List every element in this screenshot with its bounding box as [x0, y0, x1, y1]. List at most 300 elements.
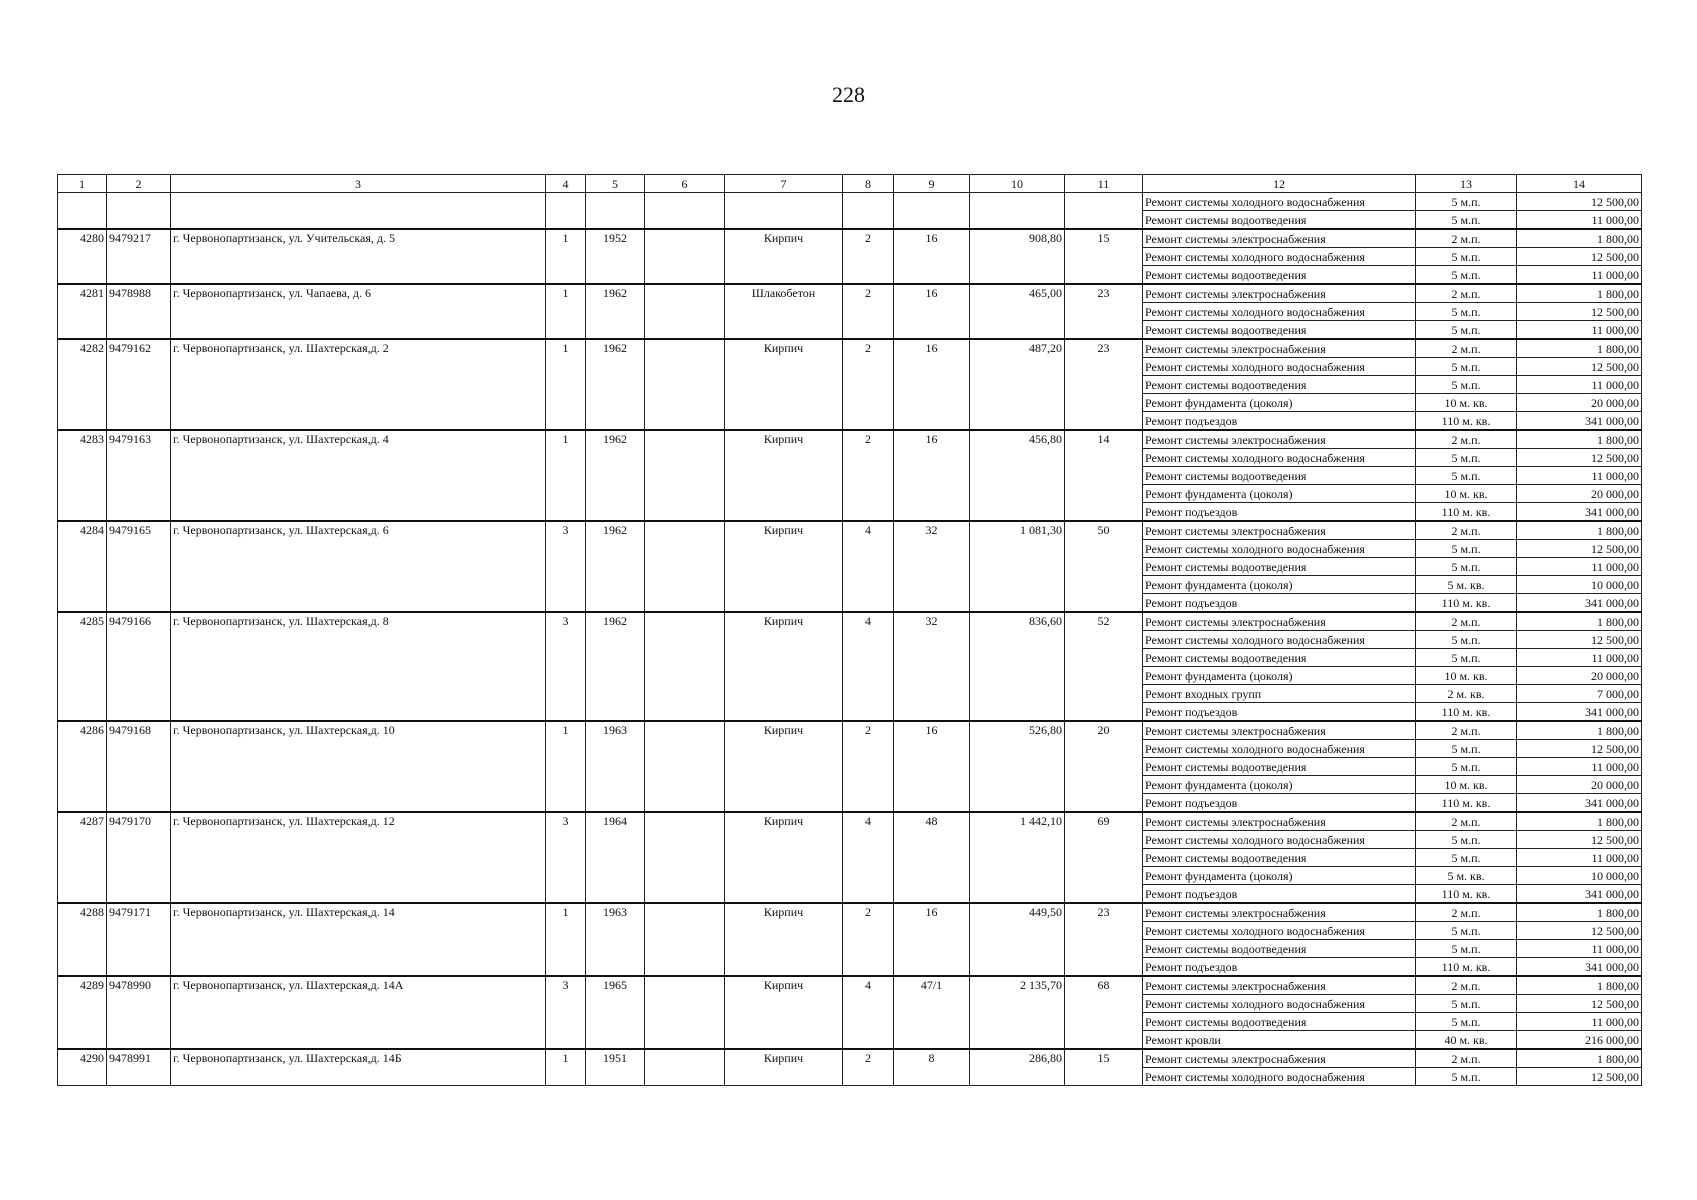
address-cell: г. Червонопартизанск, ул. Шахтерская,д. 8 — [171, 612, 546, 721]
work-name-cell: Ремонт системы электроснабжения — [1143, 339, 1416, 358]
table-row — [58, 976, 1642, 995]
area-cell: 526,80 — [970, 721, 1065, 812]
work-unit-cell: 5 м.п. — [1416, 540, 1517, 558]
empty-cell — [645, 193, 725, 230]
col6-cell — [645, 976, 725, 1049]
work-cost-cell: 7 000,00 — [1517, 685, 1642, 703]
empty-cell — [1065, 193, 1143, 230]
address-cell: г. Червонопартизанск, ул. Шахтерская,д. 14А — [171, 976, 546, 1049]
work-unit-cell: 10 м. кв. — [1416, 485, 1517, 503]
work-name-cell: Ремонт системы холодного водоснабжения — [1143, 995, 1416, 1013]
work-cost-cell: 11 000,00 — [1517, 467, 1642, 485]
work-cost-cell: 12 500,00 — [1517, 1068, 1642, 1086]
col6-cell — [645, 903, 725, 976]
address-cell: г. Червонопартизанск, ул. Шахтерская,д. 6 — [171, 521, 546, 612]
area-cell: 487,20 — [970, 339, 1065, 430]
work-cost-cell: 12 500,00 — [1517, 540, 1642, 558]
work-cost-cell: 1 800,00 — [1517, 229, 1642, 248]
work-unit-cell: 110 м. кв. — [1416, 503, 1517, 522]
work-cost-cell: 11 000,00 — [1517, 266, 1642, 285]
work-unit-cell: 110 м. кв. — [1416, 885, 1517, 904]
work-cost-cell: 12 500,00 — [1517, 449, 1642, 467]
wall-material-cell: Кирпич — [725, 430, 843, 521]
col9-cell: 16 — [894, 721, 970, 812]
record-number-cell: 4282 — [58, 339, 107, 430]
col9-cell: 47/1 — [894, 976, 970, 1049]
work-cost-cell: 11 000,00 — [1517, 321, 1642, 340]
wall-material-cell: Кирпич — [725, 521, 843, 612]
work-name-cell: Ремонт подъездов — [1143, 703, 1416, 722]
col8-cell: 2 — [843, 1049, 894, 1086]
work-cost-cell: 11 000,00 — [1517, 211, 1642, 230]
work-name-cell: Ремонт системы водоотведения — [1143, 758, 1416, 776]
wall-material-cell: Кирпич — [725, 812, 843, 903]
record-number-cell: 4290 — [58, 1049, 107, 1086]
col4-cell: 3 — [546, 612, 586, 721]
col4-cell: 1 — [546, 229, 586, 284]
wall-material-cell: Кирпич — [725, 903, 843, 976]
year-built-cell: 1962 — [586, 339, 645, 430]
work-cost-cell: 11 000,00 — [1517, 1013, 1642, 1031]
building-code-cell: 9479171 — [107, 903, 171, 976]
work-name-cell: Ремонт системы электроснабжения — [1143, 284, 1416, 303]
record-number-cell: 4284 — [58, 521, 107, 612]
address-cell: г. Червонопартизанск, ул. Учительская, д. 5 — [171, 229, 546, 284]
work-name-cell: Ремонт фундамента (цоколя) — [1143, 776, 1416, 794]
col11-cell: 52 — [1065, 612, 1143, 721]
col4-cell: 1 — [546, 430, 586, 521]
col6-cell — [645, 521, 725, 612]
column-number: 3 — [171, 175, 546, 193]
col11-cell: 23 — [1065, 339, 1143, 430]
address-cell: г. Червонопартизанск, ул. Чапаева, д. 6 — [171, 284, 546, 339]
work-name-cell: Ремонт системы водоотведения — [1143, 649, 1416, 667]
work-cost-cell: 11 000,00 — [1517, 758, 1642, 776]
work-unit-cell: 5 м.п. — [1416, 358, 1517, 376]
building-code-cell: 9479217 — [107, 229, 171, 284]
address-cell: г. Червонопартизанск, ул. Шахтерская,д. 4 — [171, 430, 546, 521]
work-cost-cell: 12 500,00 — [1517, 995, 1642, 1013]
work-unit-cell: 2 м.п. — [1416, 976, 1517, 995]
col9-cell: 16 — [894, 229, 970, 284]
work-cost-cell: 341 000,00 — [1517, 412, 1642, 431]
col4-cell: 3 — [546, 521, 586, 612]
work-cost-cell: 20 000,00 — [1517, 485, 1642, 503]
work-name-cell: Ремонт системы электроснабжения — [1143, 521, 1416, 540]
column-number: 11 — [1065, 175, 1143, 193]
address-cell: г. Червонопартизанск, ул. Шахтерская,д. 10 — [171, 721, 546, 812]
record-number-cell: 4285 — [58, 612, 107, 721]
col6-cell — [645, 812, 725, 903]
building-code-cell: 9478990 — [107, 976, 171, 1049]
work-name-cell: Ремонт системы электроснабжения — [1143, 229, 1416, 248]
col8-cell: 2 — [843, 721, 894, 812]
year-built-cell: 1962 — [586, 612, 645, 721]
work-cost-cell: 12 500,00 — [1517, 831, 1642, 849]
work-cost-cell: 341 000,00 — [1517, 885, 1642, 904]
work-unit-cell: 10 м. кв. — [1416, 667, 1517, 685]
work-cost-cell: 12 500,00 — [1517, 303, 1642, 321]
year-built-cell: 1962 — [586, 430, 645, 521]
work-cost-cell: 10 000,00 — [1517, 867, 1642, 885]
work-unit-cell: 5 м.п. — [1416, 266, 1517, 285]
col6-cell — [645, 284, 725, 339]
area-cell: 465,00 — [970, 284, 1065, 339]
work-name-cell: Ремонт подъездов — [1143, 503, 1416, 522]
column-number: 6 — [645, 175, 725, 193]
col11-cell: 23 — [1065, 903, 1143, 976]
table-row — [58, 339, 1642, 358]
col11-cell: 50 — [1065, 521, 1143, 612]
column-number: 2 — [107, 175, 171, 193]
table-row — [58, 612, 1642, 631]
address-cell: г. Червонопартизанск, ул. Шахтерская,д. 14Б — [171, 1049, 546, 1086]
work-cost-cell: 1 800,00 — [1517, 284, 1642, 303]
work-cost-cell: 11 000,00 — [1517, 849, 1642, 867]
column-number: 10 — [970, 175, 1065, 193]
col6-cell — [645, 1049, 725, 1086]
work-unit-cell: 5 м.п. — [1416, 467, 1517, 485]
empty-cell — [546, 193, 586, 230]
work-name-cell: Ремонт системы электроснабжения — [1143, 721, 1416, 740]
work-name-cell: Ремонт системы водоотведения — [1143, 1013, 1416, 1031]
work-cost-cell: 12 500,00 — [1517, 922, 1642, 940]
wall-material-cell: Кирпич — [725, 339, 843, 430]
work-unit-cell: 2 м.п. — [1416, 721, 1517, 740]
work-name-cell: Ремонт системы холодного водоснабжения — [1143, 1068, 1416, 1086]
work-unit-cell: 40 м. кв. — [1416, 1031, 1517, 1050]
work-cost-cell: 11 000,00 — [1517, 649, 1642, 667]
col9-cell: 16 — [894, 430, 970, 521]
page-number: 228 — [832, 82, 865, 107]
work-unit-cell: 10 м. кв. — [1416, 394, 1517, 412]
work-cost-cell: 1 800,00 — [1517, 1049, 1642, 1068]
work-unit-cell: 110 м. кв. — [1416, 594, 1517, 613]
work-unit-cell: 5 м.п. — [1416, 922, 1517, 940]
work-cost-cell: 1 800,00 — [1517, 976, 1642, 995]
col11-cell: 23 — [1065, 284, 1143, 339]
work-name-cell: Ремонт системы водоотведения — [1143, 266, 1416, 285]
work-cost-cell: 20 000,00 — [1517, 776, 1642, 794]
work-name-cell: Ремонт системы электроснабжения — [1143, 430, 1416, 449]
work-cost-cell: 12 500,00 — [1517, 631, 1642, 649]
table-row — [58, 721, 1642, 740]
col4-cell: 3 — [546, 976, 586, 1049]
work-cost-cell: 1 800,00 — [1517, 903, 1642, 922]
work-unit-cell: 2 м.п. — [1416, 521, 1517, 540]
work-name-cell: Ремонт фундамента (цоколя) — [1143, 576, 1416, 594]
work-name-cell: Ремонт системы электроснабжения — [1143, 812, 1416, 831]
column-number: 9 — [894, 175, 970, 193]
col11-cell: 15 — [1065, 1049, 1143, 1086]
building-code-cell: 9479165 — [107, 521, 171, 612]
col9-cell: 16 — [894, 284, 970, 339]
empty-cell — [58, 193, 107, 230]
work-unit-cell: 110 м. кв. — [1416, 794, 1517, 813]
col9-cell: 32 — [894, 521, 970, 612]
work-name-cell: Ремонт системы холодного водоснабжения — [1143, 831, 1416, 849]
work-name-cell: Ремонт системы водоотведения — [1143, 558, 1416, 576]
table-row — [58, 903, 1642, 922]
col8-cell: 2 — [843, 284, 894, 339]
year-built-cell: 1964 — [586, 812, 645, 903]
col6-cell — [645, 612, 725, 721]
area-cell: 1 081,30 — [970, 521, 1065, 612]
work-name-cell: Ремонт системы холодного водоснабжения — [1143, 540, 1416, 558]
address-cell: г. Червонопартизанск, ул. Шахтерская,д. 12 — [171, 812, 546, 903]
building-code-cell: 9479166 — [107, 612, 171, 721]
work-name-cell: Ремонт фундамента (цоколя) — [1143, 485, 1416, 503]
building-code-cell: 9479162 — [107, 339, 171, 430]
wall-material-cell: Кирпич — [725, 721, 843, 812]
work-unit-cell: 5 м.п. — [1416, 193, 1517, 211]
col9-cell: 16 — [894, 903, 970, 976]
empty-cell — [586, 193, 645, 230]
work-name-cell: Ремонт системы водоотведения — [1143, 940, 1416, 958]
work-name-cell: Ремонт кровли — [1143, 1031, 1416, 1050]
col4-cell: 1 — [546, 903, 586, 976]
work-unit-cell: 110 м. кв. — [1416, 703, 1517, 722]
work-unit-cell: 2 м.п. — [1416, 430, 1517, 449]
record-number-cell: 4287 — [58, 812, 107, 903]
work-cost-cell: 20 000,00 — [1517, 667, 1642, 685]
work-cost-cell: 12 500,00 — [1517, 740, 1642, 758]
table-row — [58, 430, 1642, 449]
work-unit-cell: 5 м.п. — [1416, 849, 1517, 867]
col8-cell: 2 — [843, 430, 894, 521]
col9-cell: 32 — [894, 612, 970, 721]
work-name-cell: Ремонт системы холодного водоснабжения — [1143, 358, 1416, 376]
col6-cell — [645, 229, 725, 284]
work-name-cell: Ремонт подъездов — [1143, 885, 1416, 904]
col4-cell: 1 — [546, 284, 586, 339]
work-unit-cell: 2 м.п. — [1416, 229, 1517, 248]
col8-cell: 4 — [843, 812, 894, 903]
record-number-cell: 4288 — [58, 903, 107, 976]
work-unit-cell: 5 м.п. — [1416, 631, 1517, 649]
work-unit-cell: 5 м. кв. — [1416, 576, 1517, 594]
work-unit-cell: 2 м.п. — [1416, 1049, 1517, 1068]
col6-cell — [645, 430, 725, 521]
column-number: 12 — [1143, 175, 1416, 193]
work-name-cell: Ремонт системы водоотведения — [1143, 376, 1416, 394]
record-number-cell: 4280 — [58, 229, 107, 284]
wall-material-cell: Кирпич — [725, 612, 843, 721]
work-name-cell: Ремонт подъездов — [1143, 958, 1416, 977]
work-name-cell: Ремонт системы холодного водоснабжения — [1143, 248, 1416, 266]
table-row — [58, 521, 1642, 540]
work-name-cell: Ремонт системы водоотведения — [1143, 467, 1416, 485]
col4-cell: 1 — [546, 339, 586, 430]
table-row — [58, 812, 1642, 831]
year-built-cell: 1963 — [586, 721, 645, 812]
work-name-cell: Ремонт фундамента (цоколя) — [1143, 667, 1416, 685]
work-unit-cell: 5 м.п. — [1416, 376, 1517, 394]
col11-cell: 15 — [1065, 229, 1143, 284]
column-number: 13 — [1416, 175, 1517, 193]
work-unit-cell: 2 м.п. — [1416, 284, 1517, 303]
work-unit-cell: 2 м.п. — [1416, 812, 1517, 831]
empty-cell — [843, 193, 894, 230]
empty-cell — [970, 193, 1065, 230]
work-unit-cell: 5 м.п. — [1416, 995, 1517, 1013]
work-name-cell: Ремонт фундамента (цоколя) — [1143, 867, 1416, 885]
area-cell: 1 442,10 — [970, 812, 1065, 903]
work-name-cell: Ремонт системы электроснабжения — [1143, 976, 1416, 995]
col8-cell: 2 — [843, 339, 894, 430]
area-cell: 908,80 — [970, 229, 1065, 284]
work-name-cell: Ремонт фундамента (цоколя) — [1143, 394, 1416, 412]
col4-cell: 1 — [546, 721, 586, 812]
work-name-cell: Ремонт системы электроснабжения — [1143, 612, 1416, 631]
work-unit-cell: 5 м.п. — [1416, 740, 1517, 758]
work-cost-cell: 341 000,00 — [1517, 958, 1642, 977]
area-cell: 449,50 — [970, 903, 1065, 976]
work-unit-cell: 5 м.п. — [1416, 558, 1517, 576]
work-name-cell: Ремонт системы водоотведения — [1143, 211, 1416, 230]
area-cell: 2 135,70 — [970, 976, 1065, 1049]
table-row — [58, 284, 1642, 303]
col6-cell — [645, 339, 725, 430]
work-name-cell: Ремонт подъездов — [1143, 594, 1416, 613]
work-unit-cell: 5 м.п. — [1416, 321, 1517, 340]
wall-material-cell: Кирпич — [725, 976, 843, 1049]
work-unit-cell: 5 м.п. — [1416, 649, 1517, 667]
work-cost-cell: 216 000,00 — [1517, 1031, 1642, 1050]
work-unit-cell: 5 м.п. — [1416, 449, 1517, 467]
building-code-cell: 9479163 — [107, 430, 171, 521]
record-number-cell: 4283 — [58, 430, 107, 521]
work-name-cell: Ремонт системы водоотведения — [1143, 321, 1416, 340]
work-cost-cell: 1 800,00 — [1517, 521, 1642, 540]
work-unit-cell: 2 м.п. — [1416, 339, 1517, 358]
empty-cell — [171, 193, 546, 230]
year-built-cell: 1952 — [586, 229, 645, 284]
work-name-cell: Ремонт системы холодного водоснабжения — [1143, 449, 1416, 467]
area-cell: 836,60 — [970, 612, 1065, 721]
column-number: 1 — [58, 175, 107, 193]
work-cost-cell: 11 000,00 — [1517, 940, 1642, 958]
col9-cell: 8 — [894, 1049, 970, 1086]
col9-cell: 48 — [894, 812, 970, 903]
table-row — [58, 193, 1642, 211]
column-number: 5 — [586, 175, 645, 193]
work-name-cell: Ремонт системы холодного водоснабжения — [1143, 193, 1416, 211]
work-cost-cell: 20 000,00 — [1517, 394, 1642, 412]
work-cost-cell: 11 000,00 — [1517, 558, 1642, 576]
table-row — [58, 1049, 1642, 1068]
record-number-cell: 4286 — [58, 721, 107, 812]
col8-cell: 2 — [843, 903, 894, 976]
work-name-cell: Ремонт системы электроснабжения — [1143, 1049, 1416, 1068]
work-unit-cell: 5 м.п. — [1416, 211, 1517, 230]
work-name-cell: Ремонт подъездов — [1143, 412, 1416, 431]
wall-material-cell: Шлакобетон — [725, 284, 843, 339]
empty-cell — [725, 193, 843, 230]
building-code-cell: 9479170 — [107, 812, 171, 903]
address-cell: г. Червонопартизанск, ул. Шахтерская,д. 14 — [171, 903, 546, 976]
work-unit-cell: 5 м.п. — [1416, 1013, 1517, 1031]
table-row — [58, 229, 1642, 248]
col4-cell: 3 — [546, 812, 586, 903]
year-built-cell: 1965 — [586, 976, 645, 1049]
column-number: 14 — [1517, 175, 1642, 193]
work-cost-cell: 341 000,00 — [1517, 703, 1642, 722]
work-cost-cell: 1 800,00 — [1517, 612, 1642, 631]
col11-cell: 20 — [1065, 721, 1143, 812]
work-cost-cell: 10 000,00 — [1517, 576, 1642, 594]
housing-repair-table — [57, 174, 1642, 1086]
work-unit-cell: 2 м. кв. — [1416, 685, 1517, 703]
column-number: 4 — [546, 175, 586, 193]
year-built-cell: 1951 — [586, 1049, 645, 1086]
col11-cell: 69 — [1065, 812, 1143, 903]
col8-cell: 4 — [843, 612, 894, 721]
work-name-cell: Ремонт системы водоотведения — [1143, 849, 1416, 867]
work-cost-cell: 12 500,00 — [1517, 248, 1642, 266]
work-cost-cell: 341 000,00 — [1517, 594, 1642, 613]
record-number-cell: 4289 — [58, 976, 107, 1049]
area-cell: 456,80 — [970, 430, 1065, 521]
work-unit-cell: 5 м.п. — [1416, 1068, 1517, 1086]
work-unit-cell: 5 м. кв. — [1416, 867, 1517, 885]
work-name-cell: Ремонт системы холодного водоснабжения — [1143, 922, 1416, 940]
col8-cell: 4 — [843, 521, 894, 612]
work-cost-cell: 1 800,00 — [1517, 339, 1642, 358]
work-unit-cell: 2 м.п. — [1416, 612, 1517, 631]
work-cost-cell: 11 000,00 — [1517, 376, 1642, 394]
work-unit-cell: 5 м.п. — [1416, 831, 1517, 849]
wall-material-cell: Кирпич — [725, 229, 843, 284]
work-unit-cell: 5 м.п. — [1416, 940, 1517, 958]
column-number: 8 — [843, 175, 894, 193]
work-cost-cell: 1 800,00 — [1517, 812, 1642, 831]
col11-cell: 68 — [1065, 976, 1143, 1049]
area-cell: 286,80 — [970, 1049, 1065, 1086]
empty-cell — [107, 193, 171, 230]
work-unit-cell: 2 м.п. — [1416, 903, 1517, 922]
empty-cell — [894, 193, 970, 230]
building-code-cell: 9479168 — [107, 721, 171, 812]
col6-cell — [645, 721, 725, 812]
work-name-cell: Ремонт подъездов — [1143, 794, 1416, 813]
column-number: 7 — [725, 175, 843, 193]
col8-cell: 4 — [843, 976, 894, 1049]
work-unit-cell: 10 м. кв. — [1416, 776, 1517, 794]
work-name-cell: Ремонт системы холодного водоснабжения — [1143, 631, 1416, 649]
address-cell: г. Червонопартизанск, ул. Шахтерская,д. 2 — [171, 339, 546, 430]
work-name-cell: Ремонт входных групп — [1143, 685, 1416, 703]
work-unit-cell: 5 м.п. — [1416, 758, 1517, 776]
work-name-cell: Ремонт системы холодного водоснабжения — [1143, 740, 1416, 758]
building-code-cell: 9478991 — [107, 1049, 171, 1086]
col11-cell: 14 — [1065, 430, 1143, 521]
work-cost-cell: 1 800,00 — [1517, 430, 1642, 449]
col4-cell: 1 — [546, 1049, 586, 1086]
work-unit-cell: 5 м.п. — [1416, 303, 1517, 321]
year-built-cell: 1962 — [586, 284, 645, 339]
work-cost-cell: 341 000,00 — [1517, 794, 1642, 813]
work-unit-cell: 110 м. кв. — [1416, 412, 1517, 431]
year-built-cell: 1963 — [586, 903, 645, 976]
building-code-cell: 9478988 — [107, 284, 171, 339]
col9-cell: 16 — [894, 339, 970, 430]
work-unit-cell: 110 м. кв. — [1416, 958, 1517, 977]
work-cost-cell: 341 000,00 — [1517, 503, 1642, 522]
wall-material-cell: Кирпич — [725, 1049, 843, 1086]
work-unit-cell: 5 м.п. — [1416, 248, 1517, 266]
work-name-cell: Ремонт системы холодного водоснабжения — [1143, 303, 1416, 321]
